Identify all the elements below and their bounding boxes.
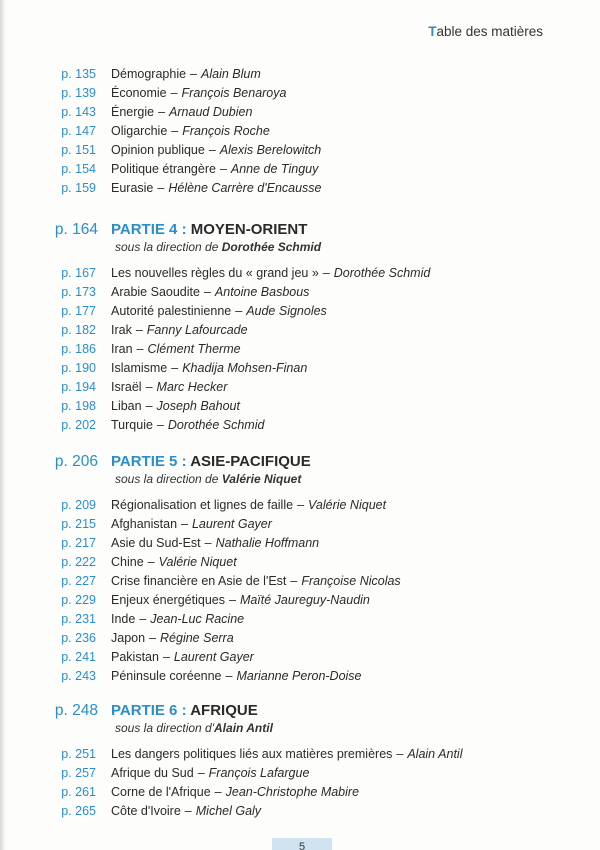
entry-topic: Chine — [111, 555, 144, 569]
entry-author: Antoine Basbous — [214, 285, 310, 299]
part-director: Dorothée Schmid — [221, 240, 322, 254]
toc-entry[interactable]: p. 261 Corne de l'Afrique – Jean-Christophe Mabire — [0, 783, 600, 802]
intro-entry-list — [0, 65, 600, 198]
toc-entry[interactable]: p. 202 Turquie – Dorothée Schmid — [0, 416, 600, 435]
entry-page: p. 190 — [61, 361, 96, 375]
entry-page: p. 243 — [61, 669, 96, 683]
toc-entry[interactable]: p. 167 Les nouvelles règles du « grand jeu » – Dorothée Schmid — [0, 264, 600, 283]
entry-author: Michel Galy — [195, 804, 262, 818]
entry-author: Khadija Mohsen-Finan — [182, 361, 308, 375]
part-label: PARTIE 5 : — [111, 453, 187, 470]
entry-topic: Afrique du Sud — [111, 766, 194, 780]
entry-author: Laurent Gayer — [173, 650, 254, 664]
toc-entry[interactable]: p. 151 Opinion publique – Alexis Berelowitch — [0, 141, 600, 160]
part-name: MOYEN-ORIENT — [190, 221, 308, 238]
entry-page: p. 154 — [61, 162, 96, 176]
entry-topic: Japon — [111, 631, 146, 645]
entry-page: p. 229 — [61, 593, 96, 607]
toc-entry[interactable]: p. 222 Chine – Valérie Niquet — [0, 553, 600, 572]
entry-topic: Politique étrangère — [111, 162, 216, 176]
entry-author: Marc Hecker — [156, 380, 228, 394]
toc-entry[interactable]: p. 265 Côte d'Ivoire – Michel Galy — [0, 802, 600, 821]
entry-author: Jean-Christophe Mabire — [225, 785, 360, 799]
toc-entry[interactable]: p. 231 Inde – Jean-Luc Racine — [0, 610, 600, 629]
entry-topic: Turquie — [111, 418, 153, 432]
entry-author: Nathalie Hoffmann — [215, 536, 320, 550]
entry-topic: Côte d'Ivoire — [111, 804, 181, 818]
toc-entry[interactable]: p. 139 Économie – François Benaroya — [0, 84, 600, 103]
entry-topic: Pakistan — [111, 650, 159, 664]
entry-author: Laurent Gayer — [191, 517, 272, 531]
toc-entry[interactable]: p. 241 Pakistan – Laurent Gayer — [0, 648, 600, 667]
entry-author: François Roche — [182, 124, 270, 138]
entry-page: p. 222 — [61, 555, 96, 569]
part-director: Alain Antil — [214, 721, 273, 735]
toc-entry[interactable]: p. 182 Irak – Fanny Lafourcade — [0, 321, 600, 340]
entry-author: Jean-Luc Racine — [150, 612, 245, 626]
entry-author: Dorothée Schmid — [333, 266, 431, 280]
part-director: Valérie Niquet — [221, 472, 302, 486]
entry-topic: Démographie — [111, 67, 187, 81]
toc-entry[interactable]: p. 198 Liban – Joseph Bahout — [0, 397, 600, 416]
entry-page: p. 215 — [61, 517, 96, 531]
running-head-initial: T — [428, 24, 437, 39]
toc-entry[interactable]: p. 215 Afghanistan – Laurent Gayer — [0, 515, 600, 534]
entry-author: Valérie Niquet — [158, 555, 237, 569]
entry-topic: Crise financière en Asie de l'Est — [111, 574, 287, 588]
direction-prefix: sous la direction de — [115, 240, 219, 254]
entry-page: p. 236 — [61, 631, 96, 645]
part-label: PARTIE 6 : — [111, 702, 187, 719]
toc-entry[interactable]: p. 217 Asie du Sud-Est – Nathalie Hoffmann — [0, 534, 600, 553]
entry-topic: Enjeux énergétiques — [111, 593, 225, 607]
part-section-asie-pacifique — [0, 452, 600, 686]
part-page: p. 248 — [54, 702, 98, 719]
entry-author: Clément Therme — [147, 342, 241, 356]
entry-author: Anne de Tinguy — [230, 162, 319, 176]
entry-author: Aude Signoles — [246, 304, 327, 318]
part-section-afrique — [0, 701, 600, 821]
entry-page: p. 202 — [61, 418, 96, 432]
entry-topic: Arabie Saoudite — [111, 285, 200, 299]
entry-topic: Les dangers politiques liés aux matières premières — [111, 747, 393, 761]
entry-topic: Afghanistan — [111, 517, 178, 531]
entry-author: Maïté Jaureguy-Naudin — [239, 593, 370, 607]
entry-author: Fanny Lafourcade — [146, 323, 248, 337]
running-head-text: able des matières — [436, 24, 543, 39]
toc-entry[interactable]: p. 177 Autorité palestinienne – Aude Signoles — [0, 302, 600, 321]
entry-topic: Corne de l'Afrique — [111, 785, 211, 799]
toc-entry[interactable]: p. 251 Les dangers politiques liés aux matières premières – Alain Antil — [0, 745, 600, 764]
entry-author: Alain Blum — [201, 67, 261, 81]
toc-entry[interactable]: p. 194 Israël – Marc Hecker — [0, 378, 600, 397]
part-section-moyen-orient — [0, 220, 600, 435]
direction-prefix: sous la direction de — [115, 472, 219, 486]
part-direction — [115, 471, 301, 487]
entry-page: p. 173 — [61, 285, 96, 299]
entry-page: p. 151 — [61, 143, 96, 157]
entry-page: p. 227 — [61, 574, 96, 588]
toc-entry[interactable]: p. 236 Japon – Régine Serra — [0, 629, 600, 648]
toc-entry[interactable]: p. 186 Iran – Clément Therme — [0, 340, 600, 359]
entry-page: p. 209 — [61, 498, 96, 512]
toc-entry[interactable]: p. 159 Eurasie – Hélène Carrère d'Encausse — [0, 179, 600, 198]
entry-page: p. 231 — [61, 612, 96, 626]
part-name: AFRIQUE — [190, 702, 258, 719]
entry-author: Françoise Nicolas — [301, 574, 401, 588]
entry-page: p. 265 — [61, 804, 96, 818]
entry-author: Valérie Niquet — [308, 498, 387, 512]
entry-author: Hélène Carrère d'Encausse — [168, 181, 322, 195]
toc-entry[interactable]: p. 173 Arabie Saoudite – Antoine Basbous — [0, 283, 600, 302]
part-direction — [115, 720, 273, 736]
entry-author: Joseph Bahout — [156, 399, 240, 413]
entry-topic: Liban — [111, 399, 142, 413]
toc-entry[interactable]: p. 135 Démographie – Alain Blum — [0, 65, 600, 84]
entry-topic: Iran — [111, 342, 133, 356]
toc-entry[interactable]: p. 227 Crise financière en Asie de l'Est – Françoise Nicolas — [0, 572, 600, 591]
toc-entry[interactable]: p. 190 Islamisme – Khadija Mohsen-Finan — [0, 359, 600, 378]
entry-topic: Économie — [111, 86, 167, 100]
entry-page: p. 251 — [61, 747, 96, 761]
entry-page: p. 241 — [61, 650, 96, 664]
entry-page: p. 198 — [61, 399, 96, 413]
entry-topic: Oligarchie — [111, 124, 168, 138]
part-heading[interactable] — [0, 452, 600, 492]
running-head — [428, 24, 543, 39]
entry-author: Alain Antil — [407, 747, 463, 761]
entry-topic: Inde — [111, 612, 136, 626]
entry-page: p. 143 — [61, 105, 96, 119]
part-name: ASIE-PACIFIQUE — [190, 453, 311, 470]
entry-page: p. 135 — [61, 67, 96, 81]
part-page: p. 164 — [54, 221, 98, 238]
entry-page: p. 186 — [61, 342, 96, 356]
entry-author: Arnaud Dubien — [169, 105, 253, 119]
entry-author: François Lafargue — [208, 766, 310, 780]
entry-topic: Asie du Sud-Est — [111, 536, 201, 550]
toc-entry[interactable]: p. 154 Politique étrangère – Anne de Tinguy — [0, 160, 600, 179]
entry-topic: Eurasie — [111, 181, 154, 195]
entry-page: p. 177 — [61, 304, 96, 318]
entry-topic: Énergie — [111, 105, 155, 119]
toc-entry[interactable]: p. 257 Afrique du Sud – François Lafargue — [0, 764, 600, 783]
direction-prefix: sous la direction d' — [115, 721, 215, 735]
entry-topic: Autorité palestinienne — [111, 304, 232, 318]
entry-topic: Péninsule coréenne — [111, 669, 222, 683]
entry-page: p. 257 — [61, 766, 96, 780]
toc-entry[interactable]: p. 229 Enjeux énergétiques – Maïté Jaureguy-Naudin — [0, 591, 600, 610]
entry-page: p. 194 — [61, 380, 96, 394]
entry-topic: Opinion publique — [111, 143, 205, 157]
entry-page: p. 261 — [61, 785, 96, 799]
entry-author: Marianne Peron-Doise — [236, 669, 362, 683]
part-label: PARTIE 4 : — [111, 221, 187, 238]
entry-topic: Régionalisation et lignes de faille — [111, 498, 294, 512]
toc-entry[interactable]: p. 243 Péninsule coréenne – Marianne Peron-Doise — [0, 667, 600, 686]
entry-page: p. 139 — [61, 86, 96, 100]
entry-topic: Irak — [111, 323, 132, 337]
page-number: 5 — [272, 838, 332, 850]
entry-page: p. 147 — [61, 124, 96, 138]
part-page: p. 206 — [54, 453, 98, 470]
entry-author: Alexis Berelowitch — [219, 143, 322, 157]
entry-page: p. 182 — [61, 323, 96, 337]
entry-author: Régine Serra — [160, 631, 234, 645]
toc-entry[interactable]: p. 147 Oligarchie – François Roche — [0, 122, 600, 141]
part-direction — [115, 239, 321, 255]
entry-author: Dorothée Schmid — [167, 418, 265, 432]
part-heading[interactable] — [0, 220, 600, 260]
toc-entry[interactable]: p. 209 Régionalisation et lignes de faille – Valérie Niquet — [0, 496, 600, 515]
entry-page: p. 159 — [61, 181, 96, 195]
toc-entry[interactable]: p. 143 Énergie – Arnaud Dubien — [0, 103, 600, 122]
entry-topic: Israël — [111, 380, 142, 394]
entry-page: p. 167 — [61, 266, 96, 280]
entry-topic: Islamisme — [111, 361, 168, 375]
entry-author: François Benaroya — [181, 86, 287, 100]
entry-page: p. 217 — [61, 536, 96, 550]
part-heading[interactable] — [0, 701, 600, 741]
entry-topic: Les nouvelles règles du « grand jeu » — [111, 266, 319, 280]
